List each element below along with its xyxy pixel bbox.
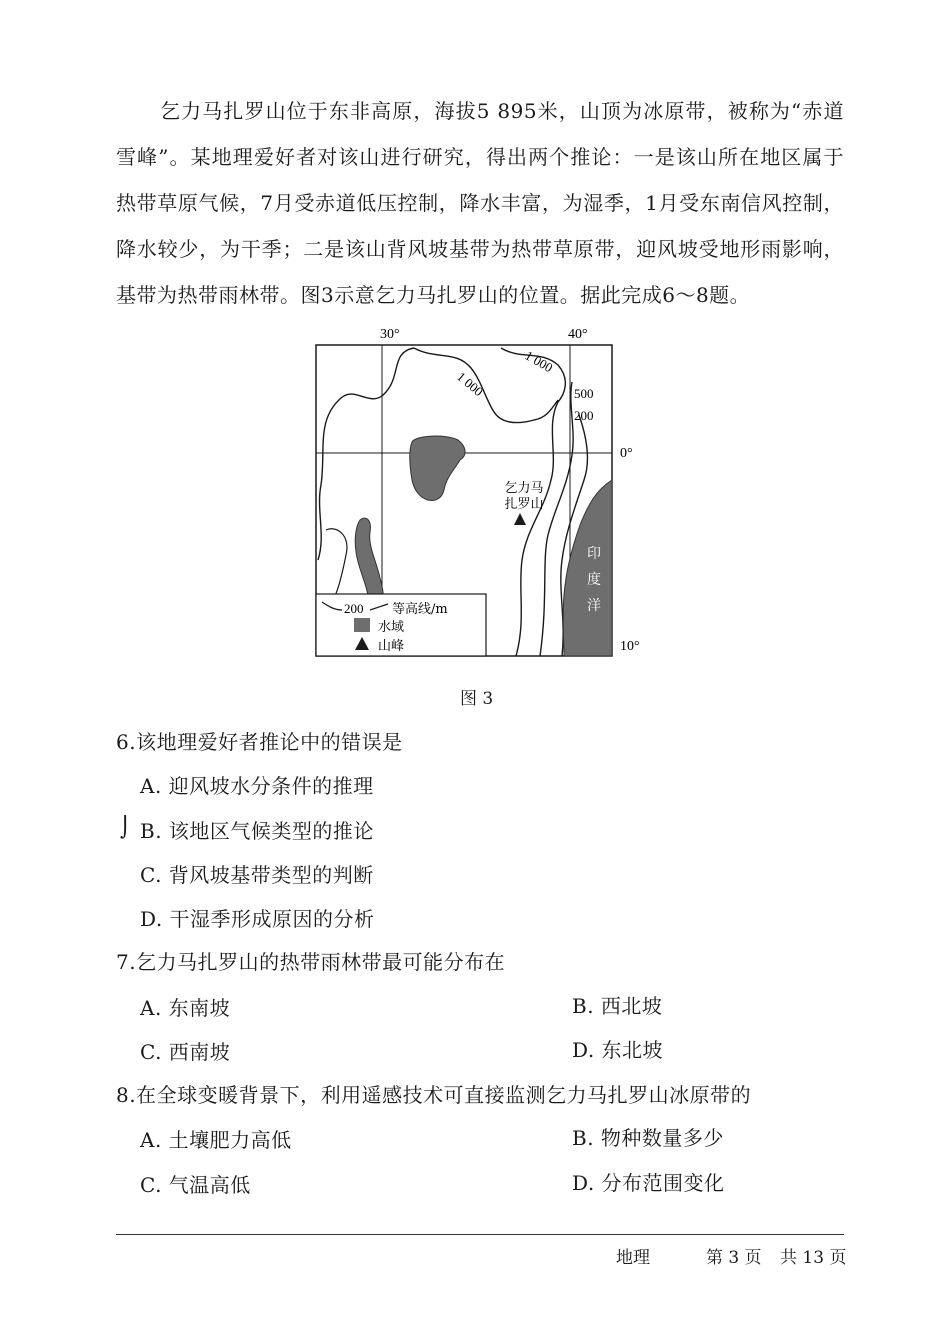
handwritten-mark: ⌡ bbox=[120, 815, 131, 839]
map-svg bbox=[296, 320, 656, 670]
figure-caption: 图 3 bbox=[460, 689, 494, 709]
question-number: 7. bbox=[116, 950, 137, 974]
contour-label-500: 500 bbox=[574, 386, 594, 401]
question-6 bbox=[116, 726, 403, 755]
lon-label-40: 40° bbox=[568, 327, 588, 342]
legend-water-icon bbox=[354, 618, 370, 632]
legend-contour-text: 等高线/m bbox=[392, 602, 448, 617]
question-number: 6. bbox=[116, 730, 137, 754]
lat-label-0: 0° bbox=[620, 446, 633, 461]
q8-option-a[interactable]: A. 土壤肥力高低 bbox=[140, 1128, 292, 1152]
legend-peak-text: 山峰 bbox=[378, 639, 405, 654]
q6-option-a[interactable]: A. 迎风坡水分条件的推理 bbox=[140, 774, 374, 798]
question-8 bbox=[116, 1079, 751, 1108]
footer-page: 第 3 页 bbox=[706, 1248, 762, 1268]
legend-water-text: 水域 bbox=[378, 620, 405, 635]
question-7 bbox=[116, 946, 505, 975]
q7-option-a[interactable]: A. 东南坡 bbox=[140, 996, 231, 1020]
ocean-label-3: 洋 bbox=[587, 598, 601, 614]
q7-option-d[interactable]: D. 东北坡 bbox=[572, 1038, 664, 1062]
contour-label-1000-b: 1 000 bbox=[522, 347, 556, 376]
q6-option-d[interactable]: D. 干湿季形成原因的分析 bbox=[140, 907, 375, 931]
legend-contour-value: 200 bbox=[344, 601, 364, 616]
footer-subject: 地理 bbox=[616, 1248, 650, 1268]
contour-label-200: 200 bbox=[574, 408, 594, 423]
ocean-label-1: 印 bbox=[587, 546, 601, 562]
peak-label-1: 乞力马 bbox=[504, 481, 544, 496]
q8-option-b[interactable]: B. 物种数量多少 bbox=[572, 1126, 724, 1150]
peak-label-2: 扎罗山 bbox=[504, 497, 544, 512]
q6-option-b[interactable]: B. 该地区气候类型的推论 bbox=[140, 819, 374, 843]
intro-passage bbox=[116, 88, 844, 318]
footer-total: 共 13 页 bbox=[780, 1248, 847, 1268]
lon-label-30: 30° bbox=[380, 327, 400, 342]
question-stem: 在全球变暖背景下，利用遥感技术可直接监测乞力马扎罗山冰原带的 bbox=[136, 1083, 752, 1107]
q7-option-c[interactable]: C. 西南坡 bbox=[140, 1040, 231, 1064]
lat-label-10: 10° bbox=[620, 639, 640, 654]
question-number: 8. bbox=[116, 1083, 137, 1107]
question-stem: 该地理爱好者推论中的错误是 bbox=[136, 730, 403, 754]
question-stem: 乞力马扎罗山的热带雨林带最可能分布在 bbox=[136, 950, 506, 974]
intro-text: 乞力马扎罗山位于东非高原，海拔5 895米，山顶为冰原带，被称为“赤道雪峰”。某地理爱好者对该山进行研究，得出两个推论：一是该山所在地区属于热带草原气候，7月受赤道低压控制，降水丰富，为湿季，1月受东南信风控制，降水较少，为干季；二是该山背风坡基带为热带草原带，迎风坡受地形雨影响，基带为热带雨林带。图3示意乞力马扎罗山的位置。据此完成6～8题。 bbox=[116, 99, 844, 307]
footer-divider bbox=[116, 1234, 844, 1235]
q7-option-b[interactable]: B. 西北坡 bbox=[572, 994, 663, 1018]
q8-option-c[interactable]: C. 气温高低 bbox=[140, 1173, 251, 1197]
contour-label-1000-a: 1 000 bbox=[454, 368, 487, 400]
q6-option-c[interactable]: C. 背风坡基带类型的判断 bbox=[140, 863, 374, 887]
q8-option-d[interactable]: D. 分布范围变化 bbox=[572, 1171, 725, 1195]
location-map bbox=[296, 320, 656, 670]
ocean-label-2: 度 bbox=[587, 572, 601, 588]
